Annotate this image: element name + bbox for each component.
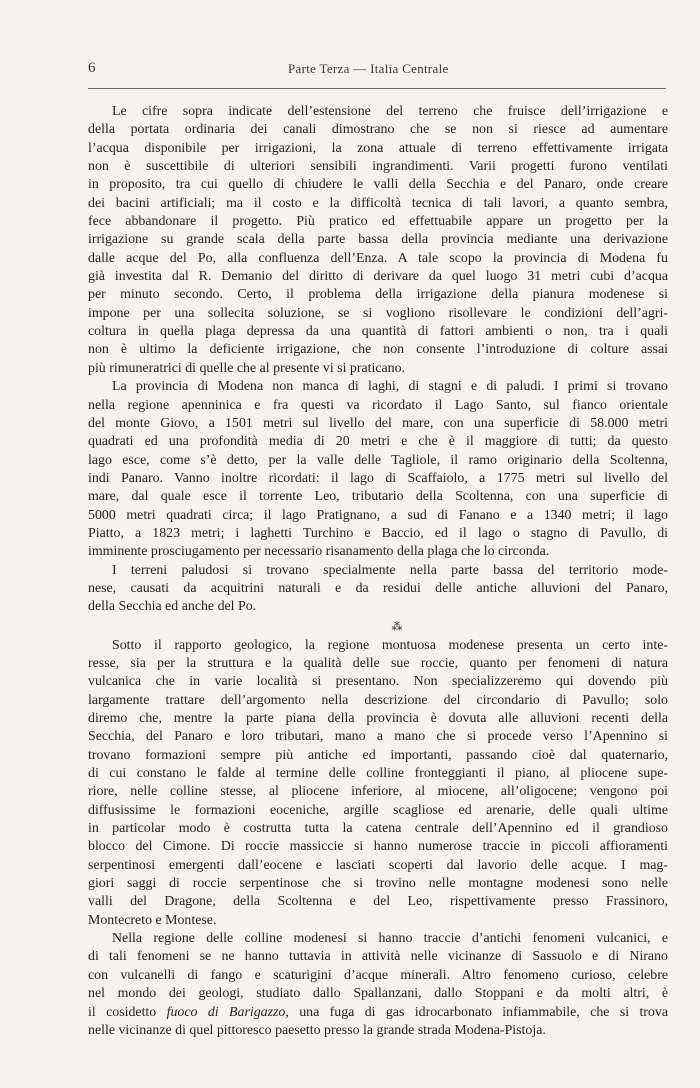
text-line: quadrati ed una profondità media di 20 metri e che è il maggiore di tutti; da questo [88,434,668,450]
page-number: 6 [88,60,96,76]
text-line: Montecreto e Montese. [88,912,217,928]
text-line: del monte Giovo, a 1501 metri sul livello del mare, con una superficie di 58.000 metri [88,415,668,431]
text-line: dei bacini artificiali; ma il costo e la difficoltà tecnica di tali lavori, a quanto sembra, [88,195,668,211]
text-line: non è ultimo la deficiente irrigazione, che non consente l’introduzione di colture assai [88,342,668,358]
text-line: coltura in quella plaga depressa da una quantità di fattori ambienti o non, tra i quali [88,324,668,340]
section-separator: ⁂ [391,620,403,633]
text-line: Sotto il rapporto geologico, la regione montuosa modenese presenta un certo inte- [112,637,668,653]
text-line: Le cifre sopra indicate dell’estensione del terreno che fruisce dell’irrigazione e [112,104,668,119]
text-line: giori saggi di roccie serpentinose che si trovino nelle montagne modenesi sono nelle [88,876,668,892]
text-line: della portata ordinaria dei canali dimostrano che se non si riesce ad aumentare [88,122,668,138]
text-line: l’acqua disponibile per irrigazioni, la zona attuale di terreno effettivamente irrigata [88,140,668,156]
text-line: lago esce, come s’è detto, per la valle delle Tagliole, il ramo originario della Scoltenna, [88,452,668,468]
text-line: di tali fenomeni se ne hanno tuttavia in attività nelle vicinanze di Sassuolo e di Nirano [88,949,668,965]
text-line: per minuto secondo. Certo, il problema della irrigazione della pianura modenese si [88,287,668,303]
paragraph-volcanic [88,930,668,1040]
body-text [88,103,668,1040]
text-line: più rimuneratrici di quelle che al presente vi si praticano. [88,360,406,376]
text-line: impone per una sollecita soluzione, se si vogliono risollevare le condizioni dell’agri- [88,305,668,321]
text-line-last: nelle vicinanze di quel pittoresco paesetto presso la grande strada Modena-Pistoja. [88,1022,546,1038]
text-line: blocco del Cimone. Di roccie massiccie si hanno numerose traccie in piccoli affioramenti [88,839,668,855]
text-line: diffusissime le formazioni eoceniche, argille scagliose ed arenarie, delle quali ultime [88,802,668,818]
text-line: della Secchia ed anche del Po. [88,599,257,615]
text-line: dalle acque del Po, alla confluenza dell’Enza. A tale scopo la provincia di Modena fu [88,250,668,266]
text-line: irrigazione su grande scala della parte bassa della provincia mediante una derivazione [88,232,668,248]
text-line: diremo che, mentre la parte piana della provincia è dovuta alle alluvioni recenti della [88,711,668,726]
text-line: resse, sia per la struttura e la qualità delle sue roccie, quanto per fenomeni di natura [88,655,668,671]
text-line: con vulcanelli di fango e scaturigini d’acque minerali. Altro fenomeno curioso, celebre [88,967,668,983]
text-line: già investita dal R. Demanio del diritto di derivare da quel luogo 31 metri cubi d’acqua [88,269,668,285]
text-line: nel mondo dei geologi, studiato dallo Spallanzani, dallo Stoppani e da molti altri, è [88,986,668,1002]
text-line: fece abbandonare il progetto. Più pratico ed effettuabile appare un progetto per la [88,214,668,230]
text-line: vulcanica che in varie località si presentano. Non specializzeremo qui dovendo più [88,674,668,690]
text-line-italic: il cosidetto fuoco di Barigazzo, una fuga di gas idrocarbonato infiammabile, che si trova [88,1004,668,1020]
paragraph-lakes [88,378,668,561]
text-line: in proposito, tra cui quello di chiudere le valli della Secchia e del Panaro, onde creare [88,177,668,193]
text-line: 5000 metri quadrati circa; il lago Pratignano, a sud di Fanano e a 1340 metri; il lago [88,507,668,523]
text-line: non è suscettibile di ulteriori sensibili ingrandimenti. Varii progetti furono ventilati [88,159,668,175]
text-line: trovano formazioni sempre più antiche ed importanti, passando cioè dal quaternario, [88,747,668,763]
text-line: largamente trattare dell’argomento nella descrizione del circondario di Pavullo; solo [88,692,668,708]
text-line: Piatto, a 1823 metri; i laghetti Turchino e Baccio, ed il lago o stagno di Pavullo, di [88,525,668,541]
text-line: nese, causati da acquitrini naturali e da residui delle antiche alluvioni del Panaro, [88,580,668,596]
text-line: in particolar modo è costrutta tutta la catena centrale dell’Apennino ed il grandioso [88,821,668,837]
text-line: mare, dal quale esce il torrente Leo, tributario della Scoltenna, con una superficie di [88,489,668,505]
text-line: La provincia di Modena non manca di laghi, di stagni e di paludi. I primi si trovano [112,379,668,395]
paragraph-marshes [88,562,668,617]
paragraph-geology [88,637,668,931]
text-line: imminente prosciugamento per necessario risanamento della plaga che lo circonda. [88,544,550,560]
text-line: valli del Dragone, della Scoltenna e del Leo, rispettivamente presso Frassinoro, [88,894,668,910]
text-line: indi Panaro. Vanno inoltre ricordati: il lago di Scaffaiolo, a 1775 metri sul livello del [88,470,668,486]
text-line: Nella regione delle colline modenesi si hanno traccie d’antichi fenomeni vulcanici, e [112,931,668,947]
text-line: riore, nelle colline stesse, al pliocene inferiore, al miocene, all’oligocene; vengono poi [88,784,668,800]
page-header [88,60,670,84]
italic-term: fuoco di Barigazzo [166,1004,286,1020]
text-line: serpentinosi emergenti dall’eocene e lasciati scoperti dal lavorio delle acque. I mag- [88,857,668,873]
text-line: di cui constano le falde al termine delle colline fronteggianti il piano, al pliocene supe- [88,766,668,782]
text-line: nella regione apenninica e fra questi va ricordato il Lago Santo, sul fianco orientale [88,397,668,413]
running-title: Parte Terza — Italia Centrale [288,61,449,76]
header-rule [88,88,666,89]
paragraph-irrigation [88,103,668,378]
text-line: I terreni paludosi si trovano specialmente nella parte bassa del territorio mode- [112,562,668,578]
text-line: Secchia, del Panaro e loro tributari, mano a mano che si procede verso l’Apennino si [88,729,668,745]
